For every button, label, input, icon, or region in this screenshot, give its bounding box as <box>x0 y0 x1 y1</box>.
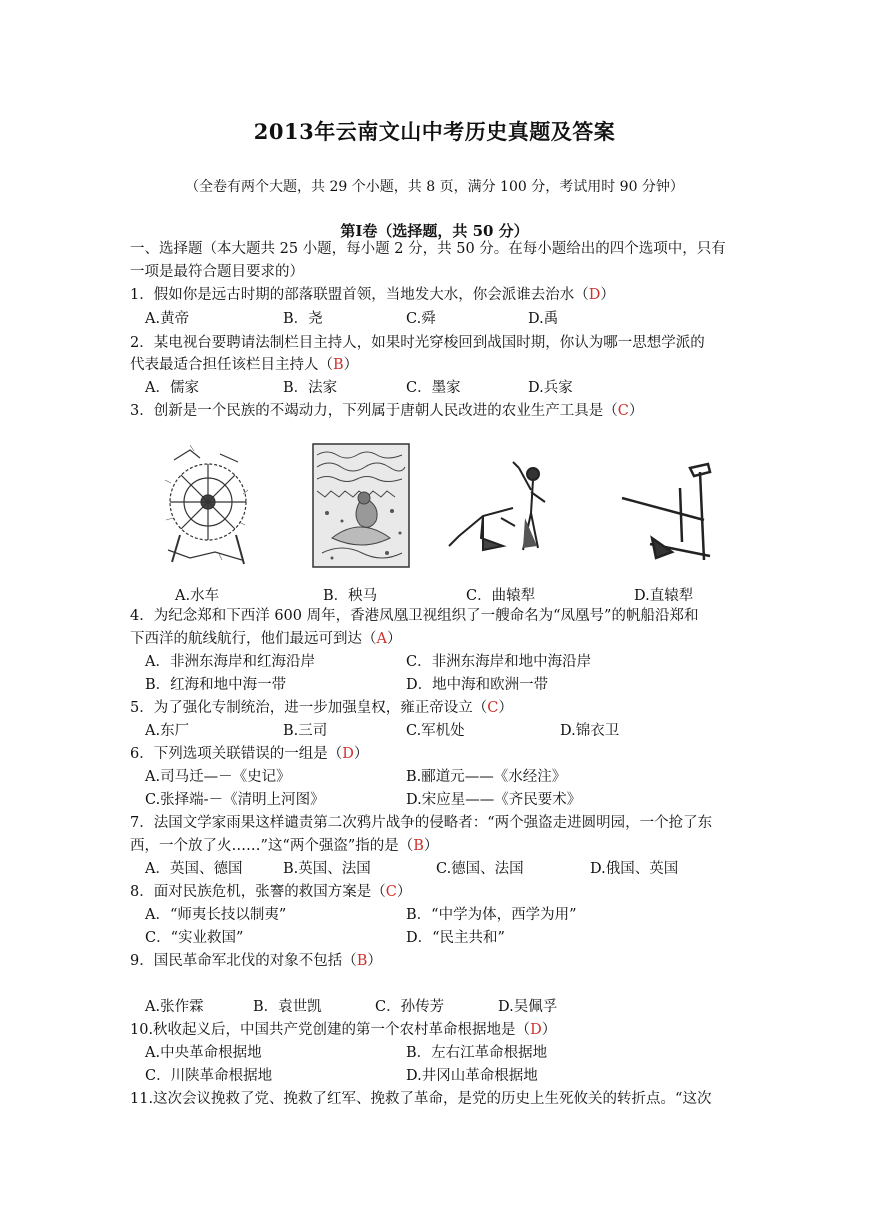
q7-option-a: A．英国、德国 <box>145 861 243 877</box>
answer-1: D <box>588 287 601 303</box>
answer-7: B <box>413 838 424 854</box>
question-8: 8．面对民族危机，张謇的救国方案是（C） <box>130 884 412 900</box>
question-10: 10.秋收起义后，中国共产党创建的第一个农村革命根据地是（D） <box>130 1022 557 1038</box>
waterwheel-picture <box>160 440 255 570</box>
q9-option-a: A.张作霖 <box>145 999 204 1015</box>
instructions-line-1: 一、选择题（本大题共 25 小题，每小题 2 分，共 50 分。在每小题给出的四个选项中，只有 <box>130 241 726 257</box>
q5-option-c: C.军机处 <box>406 723 465 739</box>
question-1: 1．假如你是远古时期的部落联盟首领，当地发大水，你会派谁去治水（D） <box>130 287 615 303</box>
q5-option-a: A.东厂 <box>145 723 190 739</box>
q2-option-a: A．儒家 <box>145 380 199 396</box>
section-heading: 第Ⅰ卷（选择题，共 50 分） <box>340 222 529 240</box>
exam-note: （全卷有两个大题，共 29 个小题，共 8 页，满分 100 分，考试用时 90 分钟） <box>185 179 684 195</box>
q6-option-a: A.司马迁—－《史记》 <box>145 769 291 785</box>
q3-option-a: A.水车 <box>175 588 220 604</box>
question-4-line-2: 下西洋的航线航行，他们最远可到达（A） <box>130 631 402 647</box>
answer-8: C <box>385 884 397 900</box>
question-6: 6．下列选项关联错误的一组是（D） <box>130 746 369 762</box>
q1-option-d: D.禹 <box>528 311 559 327</box>
straight-plough-picture <box>620 460 715 565</box>
seedling-horse-picture <box>312 443 410 568</box>
answer-4: A <box>376 631 387 647</box>
q10-option-a: A.中央革命根据地 <box>145 1045 262 1061</box>
q8-option-a: A．“师夷长技以制夷” <box>145 907 287 923</box>
question-2-line-2: 代表最适合担任该栏目主持人（B） <box>130 357 359 373</box>
q4-option-a: A．非洲东海岸和红海沿岸 <box>145 654 315 670</box>
q10-option-d: D.井冈山革命根据地 <box>406 1068 538 1084</box>
answer-2: B <box>333 357 344 373</box>
q6-option-d: D.宋应星——《齐民要术》 <box>406 792 582 808</box>
answer-9: B <box>356 953 368 969</box>
q3-option-d: D.直辕犁 <box>634 588 694 604</box>
q2-option-b: B．法家 <box>283 380 338 396</box>
q7-option-d: D.俄国、英国 <box>590 861 679 877</box>
q4-option-d: D．地中海和欧洲一带 <box>406 677 549 693</box>
instructions-line-2: 一项是最符合题目要求的） <box>130 264 304 280</box>
answer-3: C <box>617 403 629 419</box>
question-5: 5．为了强化专制统治，进一步加强皇权，雍正帝设立（C） <box>130 700 513 716</box>
q1-option-a: A.黄帝 <box>145 311 190 327</box>
q6-option-b: B.郦道元——《水经注》 <box>406 769 567 785</box>
q3-option-c: C．曲辕犁 <box>466 588 536 604</box>
answer-5: C <box>487 700 499 716</box>
q8-option-d: D．“民主共和” <box>406 930 505 946</box>
q4-option-b: B．红海和地中海一带 <box>145 677 287 693</box>
question-9: 9．国民革命军北伐的对象不包括（B） <box>130 953 382 969</box>
curved-plough-picture <box>443 458 558 568</box>
q8-option-c: C．“实业救国” <box>145 930 244 946</box>
q4-option-c: C．非洲东海岸和地中海沿岸 <box>406 654 592 670</box>
page-title: 2013年云南文山中考历史真题及答案 <box>253 119 616 144</box>
q8-option-b: B．“中学为体，西学为用” <box>406 907 577 923</box>
question-2-line-1: 2．某电视台要聘请法制栏目主持人，如果时光穿梭回到战国时期，你认为哪一思想学派的 <box>130 335 705 351</box>
q5-option-d: D.锦衣卫 <box>560 723 620 739</box>
q9-option-d: D.吴佩孚 <box>498 999 558 1015</box>
answer-10: D <box>530 1022 542 1038</box>
q1-option-c: C.舜 <box>406 311 436 327</box>
q3-option-b: B．秧马 <box>323 588 378 604</box>
answer-6: D <box>342 746 354 762</box>
q10-option-c: C．川陕革命根据地 <box>145 1068 273 1084</box>
q9-option-c: C．孙传芳 <box>375 999 445 1015</box>
q2-option-c: C．墨家 <box>406 380 461 396</box>
q2-option-d: D.兵家 <box>528 380 573 396</box>
question-11-line-1: 11.这次会议挽救了党、挽救了红军、挽救了革命，是党的历史上生死攸关的转折点。“这次 <box>130 1091 712 1107</box>
q6-option-c: C.张择端-－《清明上河图》 <box>145 792 325 808</box>
q10-option-b: B．左右江革命根据地 <box>406 1045 548 1061</box>
q9-option-b: B．袁世凯 <box>253 999 322 1015</box>
q1-option-b: B．尧 <box>283 311 323 327</box>
question-7-line-1: 7．法国文学家雨果这样谴责第二次鸦片战争的侵略者：“两个强盗走进圆明园，一个抢了东 <box>130 815 713 831</box>
question-3: 3．创新是一个民族的不竭动力，下列属于唐朝人民改进的农业生产工具是（C） <box>130 403 644 419</box>
q7-option-b: B.英国、法国 <box>283 861 371 877</box>
question-7-line-2: 西，一个放了火……”这“两个强盗”指的是（B） <box>130 838 439 854</box>
q7-option-c: C.德国、法国 <box>436 861 524 877</box>
q5-option-b: B.三司 <box>283 723 328 739</box>
question-4-line-1: 4．为纪念郑和下西洋 600 周年，香港凤凰卫视组织了一艘命名为“凤凰号”的帆船沿郑和 <box>130 608 699 624</box>
